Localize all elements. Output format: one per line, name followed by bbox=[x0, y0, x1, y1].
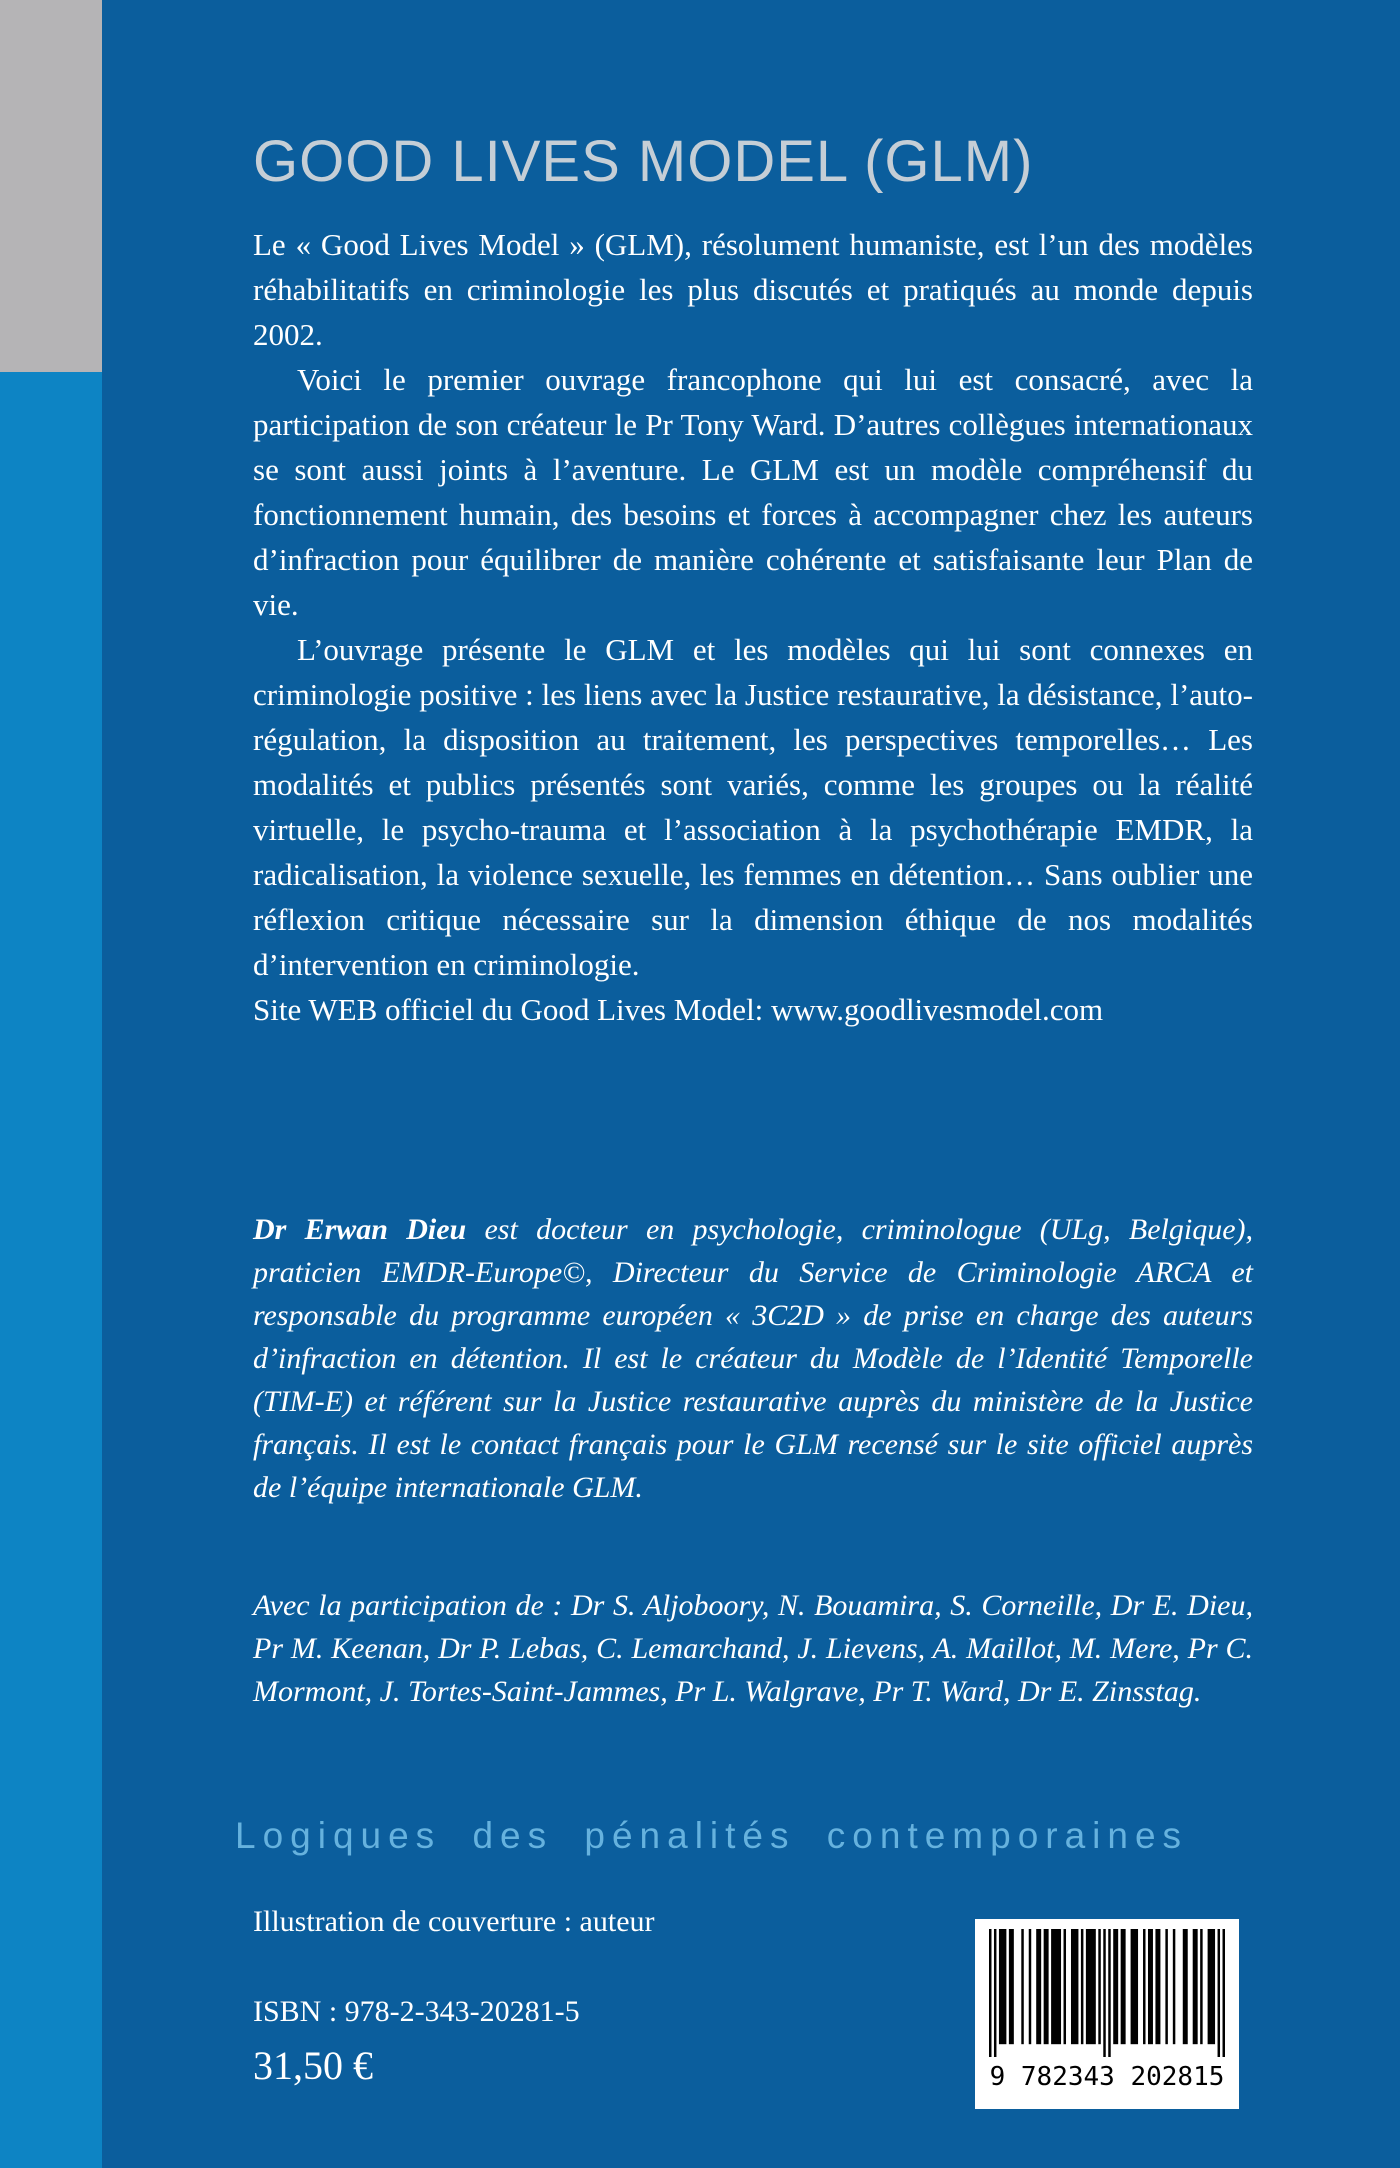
barcode-number: 9 782343 202815 bbox=[989, 2062, 1225, 2092]
synopsis-paragraph-1: Le « Good Lives Model » (GLM), résolument humaniste, est l’un des modèles réhabilitatifs en criminologie les plus discutés et pratiqués au monde depuis 2002. bbox=[253, 227, 1253, 352]
isbn: ISBN : 978-2-343-20281-5 bbox=[253, 1995, 580, 2028]
book-title: GOOD LIVES MODEL (GLM) bbox=[253, 129, 1034, 194]
contributors: Avec la participation de : Dr S. Aljoboory, N. Bouamira, S. Corneille, Dr E. Dieu, Pr M. Keenan, Dr P. Lebas, C. Lemarchand, J. Lievens, A. Maillot, M. Mere, Pr C. Mormont, J. Tortes-Saint-Jammes, Pr L. Walgrave, Pr T. Ward, Dr E. Zinsstag. bbox=[253, 1589, 1253, 1708]
gray-corner-block bbox=[0, 0, 102, 372]
synopsis-paragraph-2: Voici le premier ouvrage francophone qui lui est consacré, avec la participation de son créateur le Pr Tony Ward. D’autres collègues internationaux se sont aussi joints à l’aventure. Le GLM est un modèle compréhensif du fonctionnement humain, des besoins et forces à accompagner chez les auteurs d’infraction pour équilibrer de manière cohérente et satisfaisante leur Plan de vie. bbox=[253, 362, 1253, 622]
price: 31,50 € bbox=[253, 2043, 373, 2088]
synopsis-paragraph-3: L’ouvrage présente le GLM et les modèles qui lui sont connexes en criminologie positive : les liens avec la Justice restaurative, la désistance, l’auto-régulation, la disposition au traitement, les perspectives temporelles… Les modalités et publics présentés sont variés, comme les groupes ou la réalité virtuelle, le psycho-trauma et l’association à la psychothérapie EMDR, la radicalisation, la violence sexuelle, les femmes en détention… Sans oublier une réflexion critique nécessaire sur la dimension éthique de nos modalités d’intervention en criminologie. bbox=[253, 632, 1253, 982]
official-website-line: Site WEB officiel du Good Lives Model: www.goodlivesmodel.com bbox=[253, 992, 1104, 1027]
author-bio bbox=[253, 1208, 1253, 1509]
barcode-bars-icon bbox=[989, 1929, 1225, 2057]
author-name: Dr Erwan Dieu bbox=[253, 1213, 467, 1246]
collection-title: Logiques des pénalités contemporaines bbox=[235, 1815, 1189, 1856]
cover-credit: Illustration de couverture : auteur bbox=[253, 1905, 655, 1938]
barcode bbox=[975, 1919, 1239, 2109]
author-bio-text: est docteur en psychologie, criminologue (ULg, Belgique), praticien EMDR-Europe©, Directeur du Service de Criminologie ARCA et responsable du programme européen « 3C2D » de prise en charge des auteurs d’infraction en détention. Il est le créateur du Modèle de l’Identité Temporelle (TIM-E) et référent sur la Justice restaurative auprès du ministère de la Justice français. Il est le contact français pour le GLM recensé sur le site officiel auprès de l’équipe internationale GLM. bbox=[253, 1213, 1254, 1504]
synopsis bbox=[253, 222, 1253, 1032]
